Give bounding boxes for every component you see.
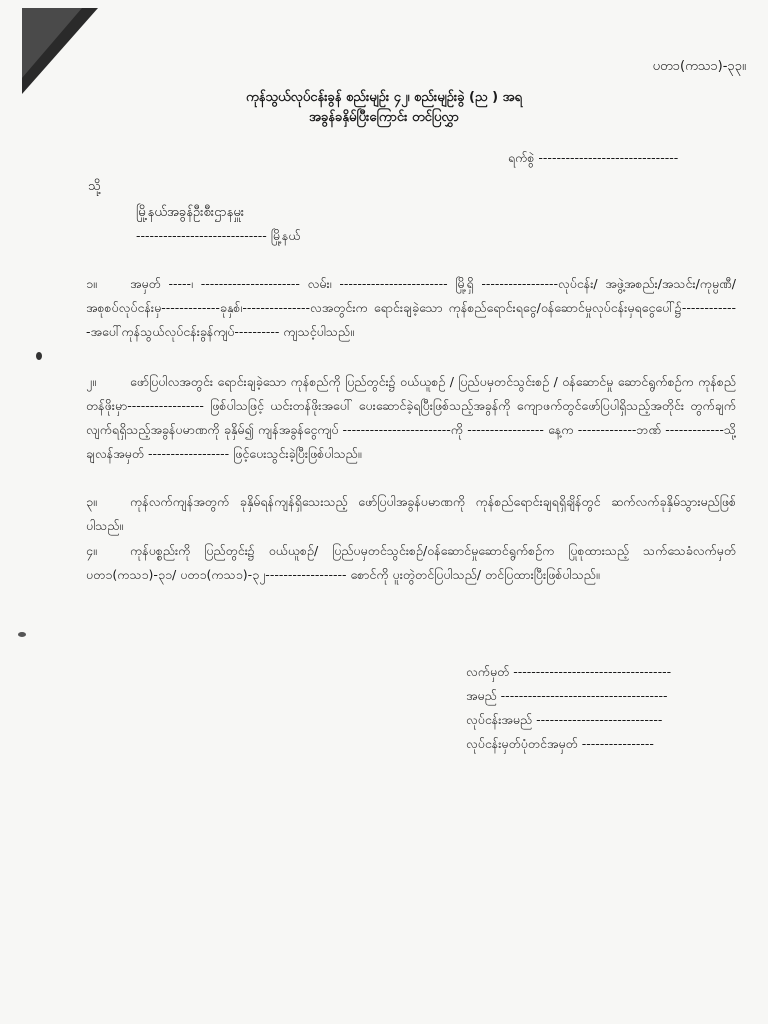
paragraph-3 <box>86 490 736 538</box>
signature-line: လက်မှတ် ----------------------------------- <box>466 664 672 679</box>
paragraph-number: ၂။ <box>86 374 96 389</box>
form-code: ပတ၁(ကသ၁)-၃၃။ <box>652 59 746 74</box>
addressee-township: ----------------------------- မြို့နယ် <box>136 228 301 243</box>
business-name-line: လုပ်ငန်းအမည် ---------------------------- <box>466 712 663 727</box>
paragraph-4 <box>86 539 736 587</box>
punch-mark <box>36 352 42 360</box>
folded-corner-shadow <box>22 8 98 94</box>
paragraph-1 <box>86 272 736 344</box>
paragraph-text: ကုန်လက်ကျန်အတွက် ခုနှိမ်ရန်ကျန်ရှိသေးသည့် ဖော်ပြပါအခွန်ပမာဏကို ကုန်စည်ရောင်းချရရှိချိန်တွင် ဆက်လက်ခုနှိမ်သွားမည်ဖြစ်ပါသည်။ <box>86 494 736 533</box>
paragraph-text: ကုန်ပစ္စည်းကို ပြည်တွင်း၌ ဝယ်ယူစဉ်/ ပြည်ပမှတင်သွင်းစဉ်/ဝန်ဆောင်မှုဆောင်ရွက်စဉ်က ပြုစုထားသည့် သက်သေခံလက်မှတ် ပတ၁(ကသ၁)-၃၁/ ပတ၁(ကသ၁)-၃၂------------------ စောင်ကို ပူးတွဲတင်ပြပါသည်/ တင်ပြထားပြီးဖြစ်ပါသည်။ <box>86 543 736 582</box>
punch-mark <box>18 632 26 637</box>
date-line: ရက်စွဲ ------------------------------- <box>508 150 679 165</box>
addressee-title: မြို့နယ်အခွန်ဦးစီးဌာနမှူး <box>136 205 245 220</box>
form-subtitle: အခွန်ခနှိမ်ပြီးကြောင်း တင်ပြလွှာ <box>309 110 459 125</box>
paragraph-text: အမှတ် -----၊ ---------------------- လမ်း၊ ------------------------ မြို့ရှိ -----------------လုပ်ငန်း/ အဖွဲ့အစည်း/အသင်း/ကုမ္ပဏီ/အစုစပ်လုပ်ငန်းမှ-------------ခုနှစ်၊---------------လအတွင်းက ရောင်းချခဲ့သော ကုန်စည်ရောင်းရငွေ/ဝန်ဆောင်မှုလုပ်ငန်းမှရငွေပေါ်၌-------------အပေါ်ကုန်သွယ်လုပ်ငန်းခွန်ကျပ်---------- ကျသင့်ပါသည်။ <box>86 276 736 339</box>
paragraph-number: ၃။ <box>86 494 97 509</box>
business-registration-line: လုပ်ငန်းမှတ်ပုံတင်အမှတ် ---------------- <box>466 736 654 751</box>
paragraph-2 <box>86 370 736 466</box>
paragraph-number: ၄။ <box>86 543 97 558</box>
paragraph-text: ဖော်ပြပါလအတွင်း ရောင်းချခဲ့သော ကုန်စည်ကို ပြည်တွင်း၌ ဝယ်ယူစဉ် / ပြည်ပမှတင်သွင်းစဉ် / ဝန်ဆောင်မှု ဆောင်ရွက်စဉ်က ကုန်စည်တန်ဖိုးမှာ----------------- ဖြစ်ပါသဖြင့် ယင်းတန်ဖိုးအပေါ် ပေးဆောင်ခဲ့ရပြီးဖြစ်သည့်အခွန်ကို ကျောဖက်တွင်ဖော်ပြပါရှိသည့်အတိုင်း တွက်ချက်လျက်ရရှိသည့်အခွန်ပမာဏကို ခုနှိမ်၍ ကျန်အခွန်ငွေကျပ် ------------------------ကို ----------------- နေ့က -------------ဘဏ် -------------သို့ ချလန်အမှတ် ------------------ ဖြင့်ပေးသွင်းခဲ့ပြီးဖြစ်ပါသည်။ <box>86 374 736 461</box>
recipient-to: သို့ <box>88 179 101 194</box>
paragraph-number: ၁။ <box>86 276 97 291</box>
form-title: ကုန်သွယ်လုပ်ငန်းခွန် စည်းမျဉ်း ၄၂၊ စည်းမျဉ်းခွဲ (ည ) အရ <box>246 90 522 105</box>
name-line: အမည် ------------------------------------- <box>466 688 668 703</box>
signature-block <box>466 660 736 756</box>
